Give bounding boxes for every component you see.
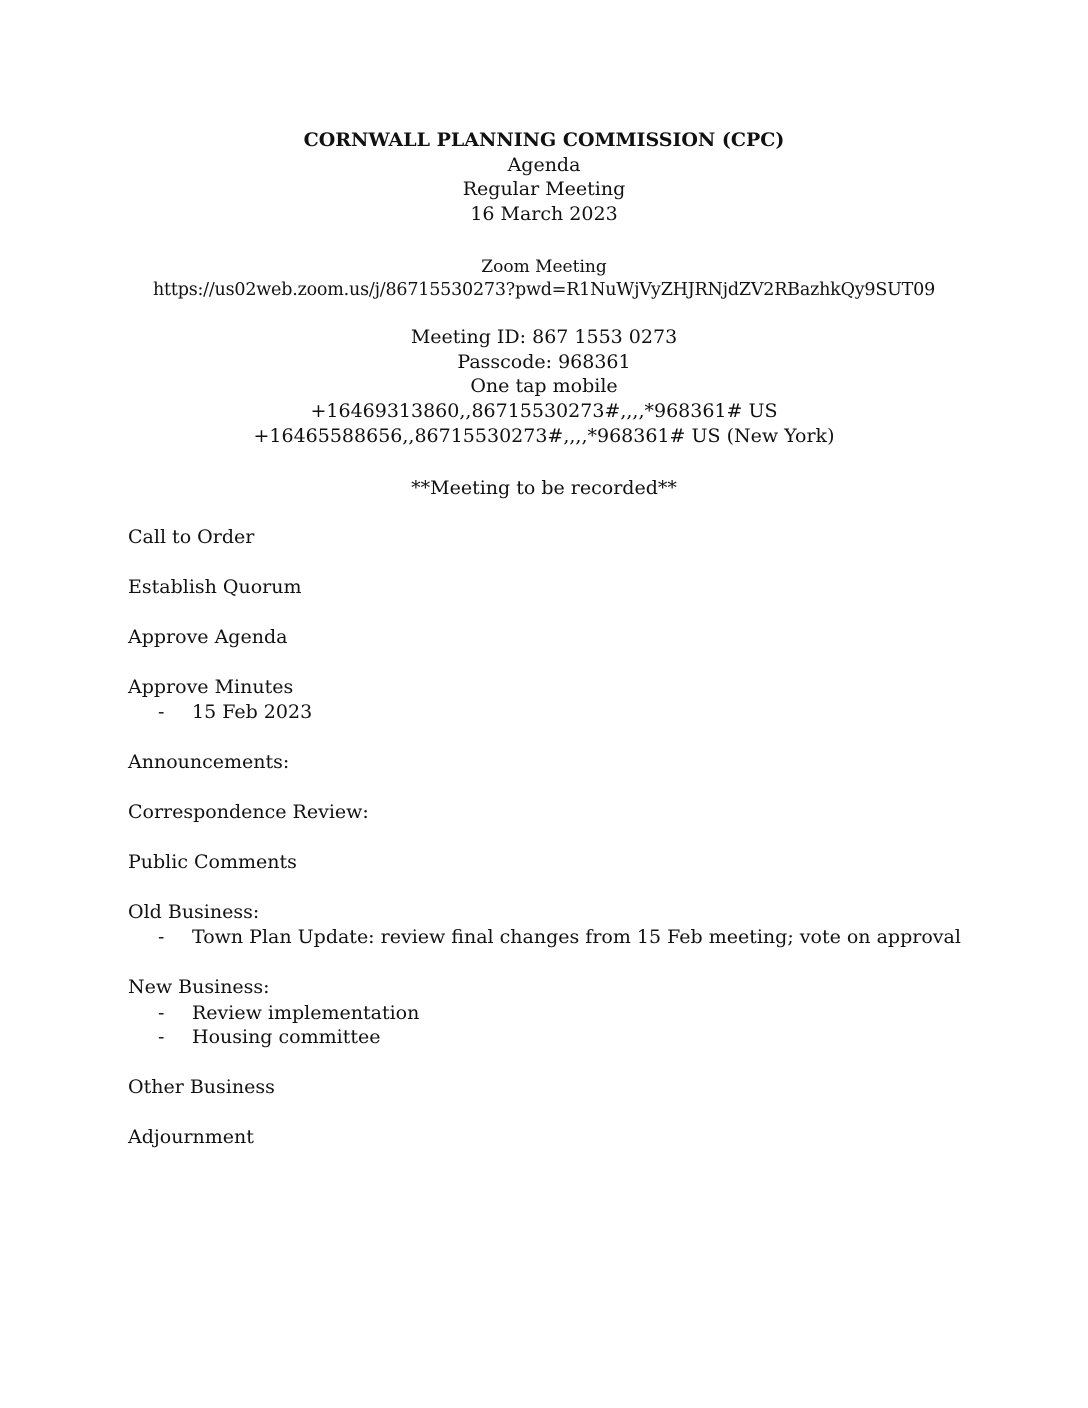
minutes-date: 15 Feb 2023	[192, 701, 313, 723]
commission-title: CORNWALL PLANNING COMMISSION (CPC)	[303, 129, 785, 151]
meeting-details	[0, 325, 1088, 449]
agenda-item-old-business: Old Business:	[128, 901, 260, 923]
town-plan-update: Town Plan Update: review final changes from 15 Feb meeting; vote on approval	[192, 926, 961, 948]
agenda-item-call-to-order: Call to Order	[128, 526, 255, 548]
review-implementation: Review implementation	[192, 1002, 420, 1024]
meeting-date: 16 March 2023	[470, 202, 618, 225]
bullet-dash: -	[158, 1002, 165, 1024]
document-type: Agenda	[507, 153, 581, 176]
agenda-header	[0, 128, 1088, 226]
agenda-item-new-business: New Business:	[128, 976, 270, 998]
zoom-section	[0, 256, 1088, 302]
recording-notice: **Meeting to be recorded**	[411, 477, 677, 499]
bullet-dash: -	[158, 1026, 165, 1048]
agenda-item-approve-minutes: Approve Minutes	[128, 676, 294, 698]
meeting-type: Regular Meeting	[462, 178, 626, 200]
new-business-subitem	[158, 1001, 419, 1025]
phone-number-1: +16469313860,,86715530273#,,,,*968361# US	[310, 400, 778, 423]
zoom-url: https://us02web.zoom.us/j/86715530273?pwd=R1NuWjVyZHJRNjdZV2RBazhkQy9SUT09	[152, 280, 936, 300]
agenda-item-correspondence-review: Correspondence Review:	[128, 801, 369, 823]
agenda-item-announcements: Announcements:	[128, 751, 290, 773]
agenda-item-establish-quorum: Establish Quorum	[128, 576, 302, 598]
new-business-subitem	[158, 1025, 380, 1049]
housing-committee: Housing committee	[192, 1026, 381, 1048]
minutes-subitem	[158, 700, 312, 724]
passcode: Passcode: 968361	[457, 350, 631, 373]
agenda-item-approve-agenda: Approve Agenda	[128, 626, 288, 648]
bullet-dash: -	[158, 926, 165, 948]
zoom-label: Zoom Meeting	[481, 257, 607, 277]
phone-number-2: +16465588656,,86715530273#,,,,*968361# US (New York)	[253, 424, 835, 447]
agenda-item-adjournment: Adjournment	[128, 1126, 254, 1148]
meeting-id: Meeting ID: 867 1553 0273	[410, 326, 678, 348]
one-tap-label: One tap mobile	[470, 375, 618, 398]
agenda-item-public-comments: Public Comments	[128, 851, 297, 873]
agenda-item-other-business: Other Business	[128, 1076, 275, 1098]
bullet-dash: -	[158, 701, 165, 723]
old-business-subitem	[158, 925, 961, 949]
